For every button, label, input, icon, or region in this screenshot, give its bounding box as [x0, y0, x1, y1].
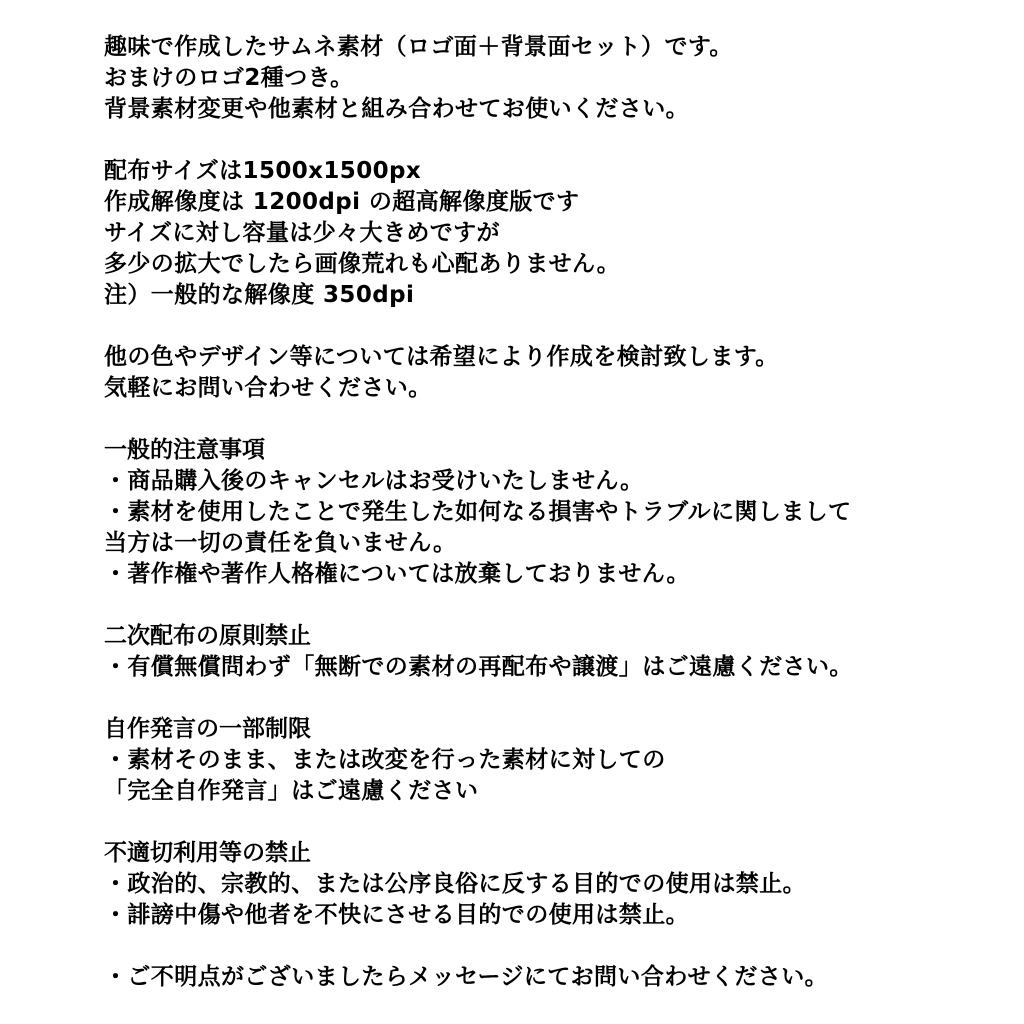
prohibited-use-title: 不適切利用等の禁止 — [104, 840, 311, 866]
intro-line: おまけのロゴ2種つき。 — [104, 65, 354, 91]
general-notes-section — [104, 435, 1004, 590]
redistribution-title: 二次配布の原則禁止 — [104, 623, 311, 649]
section-gap — [104, 807, 1004, 838]
specs-line: 作成解像度は 1200dpi の超高解像度版です — [104, 189, 580, 215]
general-notes-line: 当方は一切の責任を負いません。 — [104, 530, 457, 556]
redistribution-section — [104, 621, 1004, 683]
general-notes-title: 一般的注意事項 — [104, 437, 265, 463]
intro-line: 趣味で作成したサムネ素材（ロゴ面＋背景面セット）です。 — [104, 34, 733, 60]
redistribution-line: ・有償無償問わず「無断での素材の再配布や譲渡」はご遠慮ください。 — [104, 654, 853, 680]
self-claim-line: ・素材そのまま、または改変を行った素材に対しての — [104, 747, 666, 773]
prohibited-use-line: ・政治的、宗教的、または公序良俗に反する目的での使用は禁止。 — [104, 871, 806, 897]
general-notes-line: ・著作権や著作人格権については放棄しておりません。 — [104, 561, 690, 587]
specs-line: 配布サイズは1500x1500px — [104, 158, 422, 184]
section-gap — [104, 683, 1004, 714]
intro-line: 背景素材変更や他素材と組み合わせてお使いください。 — [104, 96, 689, 122]
general-notes-line: ・商品購入後のキャンセルはお受けいたしません。 — [104, 468, 644, 494]
requests-line: 他の色やデザイン等については希望により作成を検討致します。 — [104, 344, 779, 370]
intro-section — [104, 32, 1004, 125]
prohibited-use-line: ・誹謗中傷や他者を不快にさせる目的での使用は禁止。 — [104, 902, 689, 928]
section-gap — [104, 311, 1004, 342]
general-notes-line: ・素材を使用したことで発生した如何なる損害やトラブルに関しまして — [104, 499, 852, 525]
notice-text — [104, 32, 1004, 993]
section-gap — [104, 590, 1004, 621]
closing-section — [104, 962, 1004, 993]
section-gap — [104, 404, 1004, 435]
specs-line: 注）一般的な解像度 350dpi — [104, 282, 415, 308]
section-gap — [104, 931, 1004, 962]
specs-line: 多少の拡大でしたら画像荒れも心配ありません。 — [104, 251, 621, 277]
specs-section — [104, 156, 1004, 311]
requests-line: 気軽にお問い合わせください。 — [104, 375, 432, 401]
closing-line: ・ご不明点がございましたらメッセージにてお問い合わせください。 — [104, 964, 829, 990]
requests-section — [104, 342, 1004, 404]
self-claim-line: 「完全自作発言」はご遠慮ください — [104, 778, 479, 804]
prohibited-use-section — [104, 838, 1004, 931]
specs-line: サイズに対し容量は少々大きめですが — [104, 220, 500, 246]
section-gap — [104, 125, 1004, 156]
self-claim-section — [104, 714, 1004, 807]
self-claim-title: 自作発言の一部制限 — [104, 716, 311, 742]
